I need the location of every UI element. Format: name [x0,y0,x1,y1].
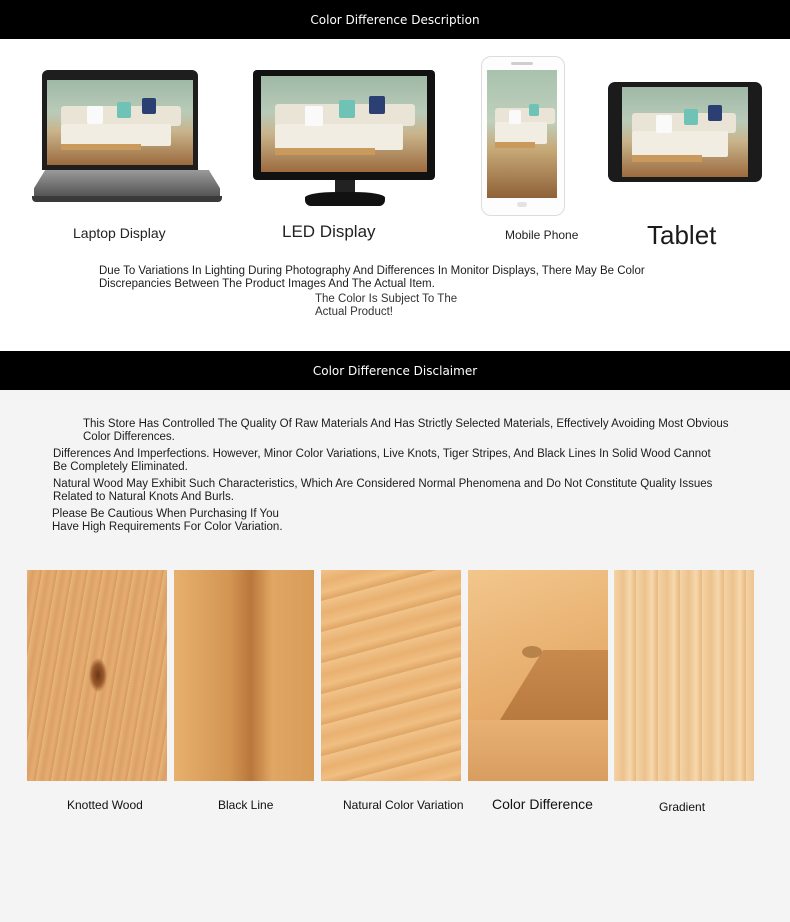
mobile-phone-label: Mobile Phone [505,228,579,242]
wood-sample-color-difference [468,570,608,781]
wood-sample-knotted [27,570,167,781]
mobile-phone-image [481,56,565,216]
led-monitor-image [253,70,437,210]
actual-product-notice: The Color Is Subject To The Actual Product! [315,293,458,318]
disclaimer-paragraph-4: Please Be Cautious When Purchasing If You Have High Requirements For Color Variation. [52,508,283,533]
laptop-display-label: Laptop Display [73,225,166,241]
laptop-image [32,70,222,210]
color-variation-notice: Due To Variations In Lighting During Photography And Differences In Monitor Displays, There May Be Color Discrepancies Between The Product Images And The Actual Item. [99,265,645,290]
wood-sample-black-line [174,570,314,781]
header-title: Color Difference Description [310,12,480,27]
knotted-wood-label: Knotted Wood [67,798,143,812]
black-line-label: Black Line [218,798,274,812]
wood-sample-natural-variation [321,570,461,781]
header-title: Color Difference Disclaimer [312,363,478,378]
disclaimer-paragraph-2: Differences And Imperfections. However, Minor Color Variations, Live Knots, Tiger Stripes, And Black Lines In Solid Wood Cannot Be Completely Eliminated. [53,448,711,473]
color-difference-disclaimer-header [0,351,790,390]
natural-color-variation-label: Natural Color Variation [343,798,464,812]
led-display-label: LED Display [282,222,376,241]
tablet-image [608,82,764,184]
disclaimer-paragraph-3: Natural Wood May Exhibit Such Characteristics, Which Are Considered Normal Phenomena and Do Not Constitute Quality Issues Related to Natural Knots And Burls. [53,478,713,503]
gradient-label: Gradient [659,800,706,814]
color-difference-label: Color Difference [492,796,593,812]
disclaimer-paragraph-1: This Store Has Controlled The Quality Of Raw Materials And Has Strictly Selected Materials, Effectively Avoiding Most Obvious Color Differences. [83,418,729,443]
wood-sample-gradient [614,570,754,781]
color-difference-description-header [0,0,790,39]
tablet-label: Tablet [647,220,717,250]
